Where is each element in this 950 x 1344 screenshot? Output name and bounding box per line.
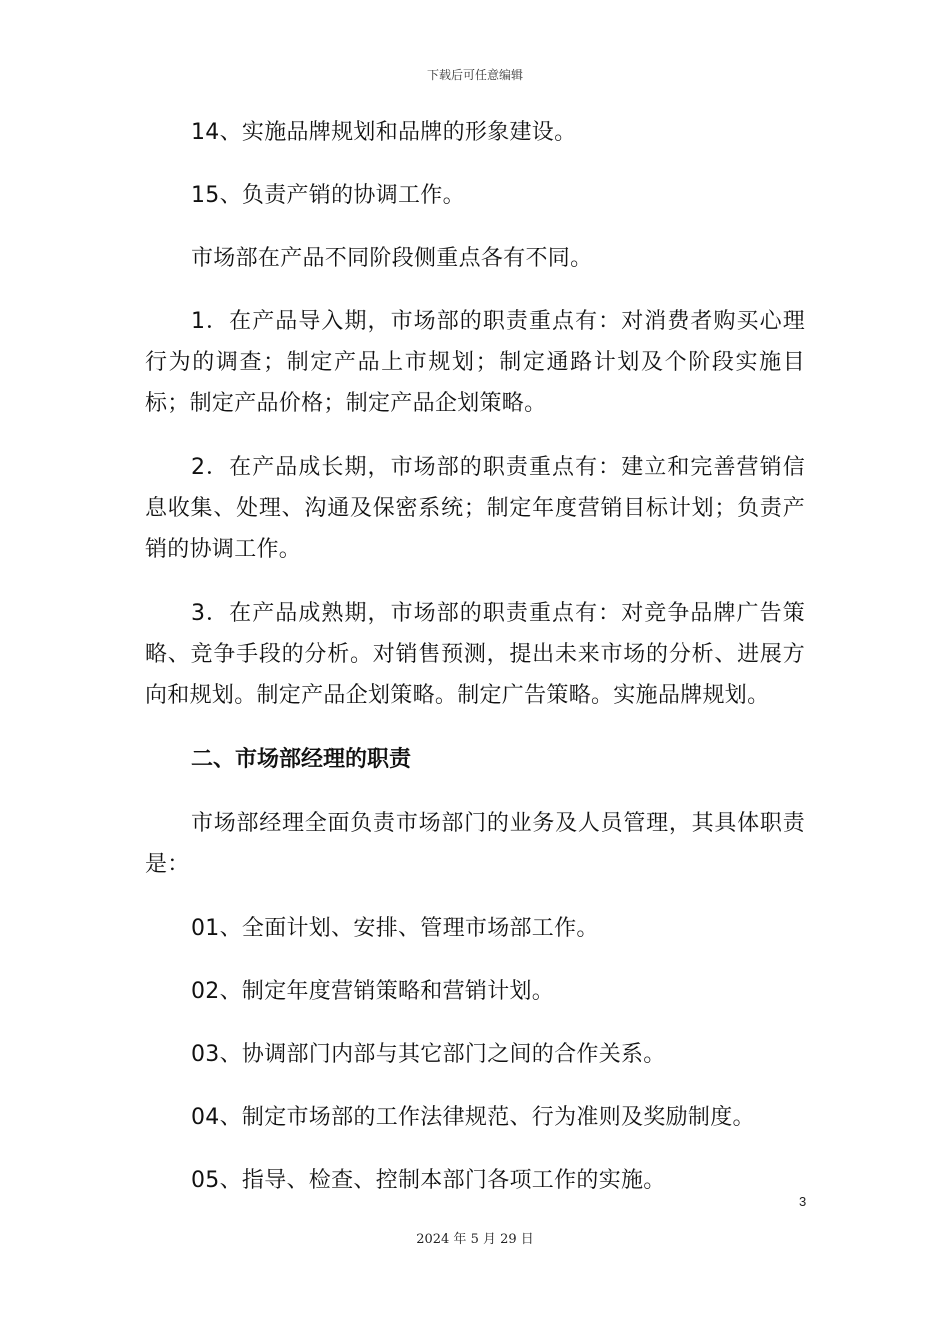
paragraph-stage-intro: 市场部在产品不同阶段侧重点各有不同。 [191,246,593,271]
paragraph-duty-01: 01、全面计划、安排、管理市场部工作。 [191,916,599,941]
paragraph-stage-1: 1．在产品导入期，市场部的职责重点有：对消费者购买心理行为的调查；制定产品上市规划；制定通路计划及个阶段实施目标；制定产品价格；制定产品企划策略。 [145,309,805,416]
paragraph-duty-03: 03、协调部门内部与其它部门之间的合作关系。 [191,1042,666,1067]
paragraph-item-15: 15、负责产销的协调工作。 [191,183,465,208]
page-number: 3 [799,1194,807,1209]
page-header: 下载后可任意编辑 [426,68,523,82]
document-body [145,112,805,1223]
paragraph-duty-05: 05、指导、检查、控制本部门各项工作的实施。 [191,1168,666,1193]
paragraph-manager-intro: 市场部经理全面负责市场部门的业务及人员管理，其具体职责是： [145,811,805,877]
page-footer-date: 2024 年 5 月 29 日 [416,1232,534,1247]
paragraph-duty-04: 04、制定市场部的工作法律规范、行为准则及奖励制度。 [191,1105,755,1130]
paragraph-duty-02: 02、制定年度营销策略和营销计划。 [191,979,555,1004]
section-heading: 二、市场部经理的职责 [191,747,412,772]
paragraph-stage-2: 2．在产品成长期，市场部的职责重点有：建立和完善营销信息收集、处理、沟通及保密系统；制定年度营销目标计划；负责产销的协调工作。 [145,455,805,562]
paragraph-stage-3: 3．在产品成熟期，市场部的职责重点有：对竞争品牌广告策略、竞争手段的分析。对销售预测，提出未来市场的分析、进展方向和规划。制定产品企划策略。制定广告策略。实施品牌规划。 [145,601,805,708]
paragraph-item-14: 14、实施品牌规划和品牌的形象建设。 [191,120,577,145]
